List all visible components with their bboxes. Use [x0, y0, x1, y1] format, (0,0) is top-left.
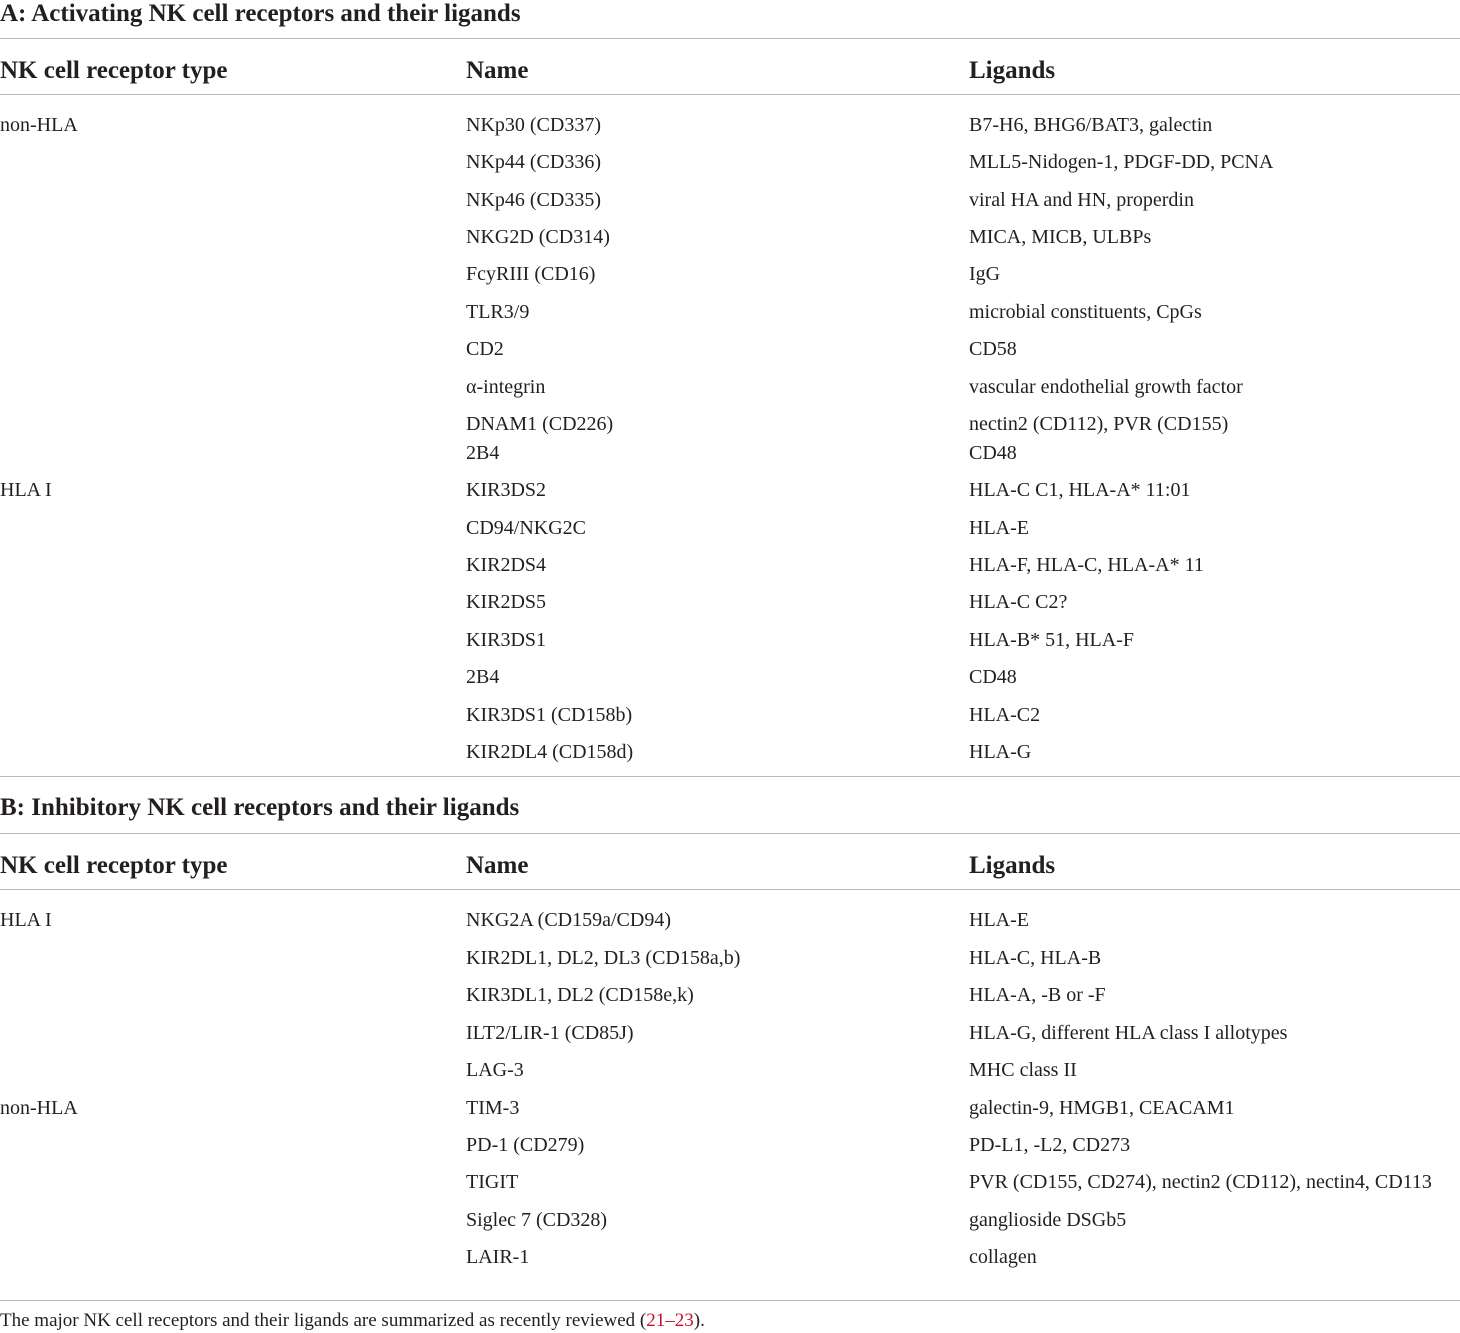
- receptor-name-cell: KIR2DL1, DL2, DL3 (CD158a,b): [466, 947, 741, 969]
- table-row: [0, 188, 1460, 212]
- table-row: [0, 300, 1460, 324]
- table-row: [0, 1058, 1460, 1082]
- section-b-top-rule: [0, 833, 1460, 834]
- header-name: Name: [466, 57, 529, 84]
- section-a-header-rule: [0, 94, 1460, 95]
- receptor-name-cell: α-integrin: [466, 376, 546, 398]
- ligands-cell: microbial constituents, CpGs: [969, 301, 1202, 323]
- ligands-cell: PVR (CD155, CD274), nectin2 (CD112), nectin4, CD113: [969, 1171, 1432, 1193]
- receptor-name-cell: TIGIT: [466, 1171, 519, 1193]
- section-a-title: A: Activating NK cell receptors and their ligands: [0, 0, 521, 27]
- receptor-name-cell: CD94/NKG2C: [466, 517, 587, 539]
- receptor-name-cell: FcyRIII (CD16): [466, 263, 596, 285]
- receptor-type-cell: HLA I: [0, 909, 52, 931]
- receptor-type-cell: non-HLA: [0, 114, 78, 136]
- footnote-text-before: The major NK cell receptors and their ligands are summarized as recently reviewed (: [0, 1310, 647, 1331]
- header-ligands: Ligands: [969, 852, 1056, 879]
- section-b-title: B: Inhibitory NK cell receptors and their ligands: [0, 794, 520, 821]
- ligands-cell: collagen: [969, 1246, 1037, 1268]
- table-row: [0, 946, 1460, 970]
- ligands-cell: HLA-C, HLA-B: [969, 947, 1102, 969]
- section-a-bottom-rule: [0, 776, 1460, 777]
- table-row: [0, 412, 1460, 436]
- ligands-cell: HLA-C2: [969, 704, 1041, 726]
- table-row: [0, 703, 1460, 727]
- receptor-name-cell: LAG-3: [466, 1059, 524, 1081]
- table-row: [0, 262, 1460, 286]
- table-footnote: [0, 1309, 705, 1333]
- receptor-name-cell: KIR3DL1, DL2 (CD158e,k): [466, 984, 694, 1006]
- ligands-cell: galectin-9, HMGB1, CEACAM1: [969, 1097, 1235, 1119]
- table-row: [0, 908, 1460, 932]
- table-row: [0, 150, 1460, 174]
- receptor-name-cell: PD-1 (CD279): [466, 1134, 585, 1156]
- receptor-name-cell: ILT2/LIR-1 (CD85J): [466, 1022, 634, 1044]
- table-row: [0, 1133, 1460, 1157]
- table-row: [0, 337, 1460, 361]
- receptor-name-cell: CD2: [466, 338, 504, 360]
- ligands-cell: HLA-E: [969, 517, 1029, 539]
- table-row: [0, 375, 1460, 399]
- receptor-name-cell: KIR2DS5: [466, 591, 547, 613]
- ligands-cell: HLA-G: [969, 741, 1032, 763]
- header-receptor-type: NK cell receptor type: [0, 57, 228, 84]
- receptor-name-cell: NKp44 (CD336): [466, 151, 601, 173]
- table-row: [0, 1245, 1460, 1269]
- ligands-cell: CD48: [969, 442, 1017, 464]
- section-a-top-rule: [0, 38, 1460, 39]
- ligands-cell: B7-H6, BHG6/BAT3, galectin: [969, 114, 1213, 136]
- table-row: [0, 1208, 1460, 1232]
- receptor-name-cell: KIR3DS1 (CD158b): [466, 704, 633, 726]
- table-row: [0, 628, 1460, 652]
- ligands-cell: viral HA and HN, properdin: [969, 189, 1194, 211]
- receptor-name-cell: NKG2D (CD314): [466, 226, 610, 248]
- ligands-cell: CD58: [969, 338, 1017, 360]
- receptor-name-cell: KIR2DS4: [466, 554, 547, 576]
- section-b-header-rule: [0, 889, 1460, 890]
- table-bottom-rule: [0, 1300, 1460, 1301]
- receptor-name-cell: TIM-3: [466, 1097, 520, 1119]
- table-row: [0, 1096, 1460, 1120]
- footnote-reference-link[interactable]: 21–23: [646, 1310, 694, 1331]
- ligands-cell: HLA-C C2?: [969, 591, 1068, 613]
- header-name: Name: [466, 852, 529, 879]
- ligands-cell: HLA-B* 51, HLA-F: [969, 629, 1134, 651]
- table-row: [0, 553, 1460, 577]
- receptor-name-cell: LAIR-1: [466, 1246, 530, 1268]
- table-row: [0, 441, 1460, 465]
- ligands-cell: PD-L1, -L2, CD273: [969, 1134, 1131, 1156]
- receptor-type-cell: HLA I: [0, 479, 52, 501]
- receptor-name-cell: 2B4: [466, 442, 500, 464]
- receptor-name-cell: NKp30 (CD337): [466, 114, 601, 136]
- table-row: [0, 1170, 1460, 1194]
- table-row: [0, 516, 1460, 540]
- ligands-cell: HLA-F, HLA-C, HLA-A* 11: [969, 554, 1204, 576]
- ligands-cell: nectin2 (CD112), PVR (CD155): [969, 413, 1229, 435]
- ligands-cell: MICA, MICB, ULBPs: [969, 226, 1152, 248]
- receptor-name-cell: NKp46 (CD335): [466, 189, 601, 211]
- ligands-cell: HLA-C C1, HLA-A* 11:01: [969, 479, 1191, 501]
- header-receptor-type: NK cell receptor type: [0, 852, 228, 879]
- receptor-name-cell: DNAM1 (CD226): [466, 413, 614, 435]
- ligands-cell: IgG: [969, 263, 1001, 285]
- footnote-text-after: ).: [693, 1310, 705, 1331]
- table-row: [0, 113, 1460, 137]
- receptor-name-cell: 2B4: [466, 666, 500, 688]
- table-row: [0, 983, 1460, 1007]
- receptor-type-cell: non-HLA: [0, 1097, 78, 1119]
- ligands-cell: HLA-E: [969, 909, 1029, 931]
- table-row: [0, 478, 1460, 502]
- ligands-cell: MHC class II: [969, 1059, 1077, 1081]
- receptor-name-cell: NKG2A (CD159a/CD94): [466, 909, 671, 931]
- table-row: [0, 665, 1460, 689]
- ligands-cell: HLA-G, different HLA class I allotypes: [969, 1022, 1288, 1044]
- ligands-cell: vascular endothelial growth factor: [969, 376, 1243, 398]
- ligands-cell: MLL5-Nidogen-1, PDGF-DD, PCNA: [969, 151, 1274, 173]
- table-row: [0, 1021, 1460, 1045]
- ligands-cell: ganglioside DSGb5: [969, 1209, 1127, 1231]
- header-ligands: Ligands: [969, 57, 1056, 84]
- ligands-cell: HLA-A, -B or -F: [969, 984, 1106, 1006]
- table-row: [0, 590, 1460, 614]
- receptor-name-cell: KIR2DL4 (CD158d): [466, 741, 634, 763]
- receptor-name-cell: TLR3/9: [466, 301, 530, 323]
- receptor-name-cell: Siglec 7 (CD328): [466, 1209, 608, 1231]
- ligands-cell: CD48: [969, 666, 1017, 688]
- receptor-name-cell: KIR3DS2: [466, 479, 547, 501]
- table-row: [0, 225, 1460, 249]
- receptor-name-cell: KIR3DS1: [466, 629, 547, 651]
- table-row: [0, 740, 1460, 764]
